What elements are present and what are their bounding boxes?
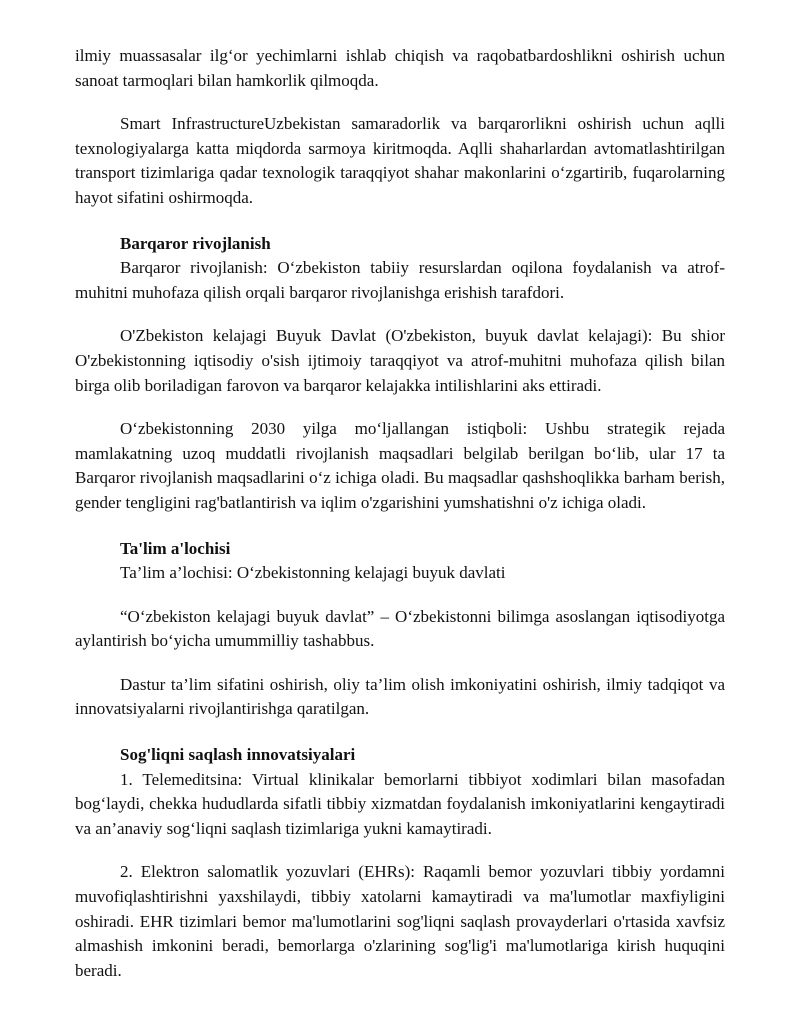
paragraph-dastur: Dastur ta’lim sifatini oshirish, oliy ta’lim olish imkoniyatini oshirish, ilmiy tadqiqot va innovatsiyalarni rivojlantirishga qaratilgan. [75, 674, 725, 719]
paragraph-telemeditsina: 1. Telemeditsina: Virtual klinikalar bemorlarni tibbiyot xodimlari bilan masofadan bog‘laydi, chekka hududlarda sifatli tibbiy xizmatdan foydalanish imkoniyatlarini kengaytiradi va an’anaviy sog‘liqni saqlash tizimlariga yukni kamaytiradi. [75, 769, 725, 838]
paragraph-barqaror-rivojlanish: Barqaror rivojlanish: O‘zbekiston tabiiy resurslardan oqilona foydalanish va atrof-muhitni muhofaza qilish orqali barqaror rivojlanishga erishish tarafdori. [75, 258, 725, 302]
paragraph-istiqbol-2030: O‘zbekistonning 2030 yilga mo‘ljallangan istiqboli: Ushbu strategik rejada mamlakatning uzoq muddatli rivojlanish maqsadlari belgilab berilgan bo‘lib, ular 17 ta Barqaror rivojlanish maqsadlarini o‘z ichiga oladi. Bu maqsadlar qashshoqlikka barham berish, gender tengligini rag'batlantirish va iqlim o'zgarishini yumshatishni o'z ichiga oladi. [75, 419, 725, 512]
paragraph-umummilliy-tashabbus: “O‘zbekiston kelajagi buyuk davlat” – O‘zbekistonni bilimga asoslangan iqtisodiyotga aylantirish bo‘yicha umummilliy tashabbus. [75, 606, 725, 651]
document-page [75, 44, 725, 983]
paragraph-elektron-salomatlik: 2. Elektron salomatlik yozuvlari (EHRs): Raqamli bemor yozuvlari tibbiy yordamni muvofiqlashtirishni yaxshilaydi, tibbiy xatolarni kamaytiradi va ma'lumotlar maxfiyligini oshiradi. EHR tizimlari bemor ma'lumotlarini sog'liqni saqlash provayderlari o'rtasida xavfsiz almashish imkonini beradi, bemorlarga o'zlarining sog'lig'i ma'lumotlariga kirish huquqini beradi. [75, 862, 725, 980]
paragraph-kelajagi-buyuk-davlat: O'Zbekiston kelajagi Buyuk Davlat (O'zbekiston, buyuk davlat kelajagi): Bu shior O'zbekistonning iqtisodiy o'sish ijtimoiy taraqqiyot va atrof-muhitni muhofaza qilish bilan birga olib boriladigan farovon va barqaror kelajakka intilishlarini aks ettiradi. [75, 326, 725, 395]
paragraph-sanoat-hamkorlik: ilmiy muassasalar ilg‘or yechimlarni ishlab chiqish va raqobatbardoshlikni oshirish uchun sanoat tarmoqlari bilan hamkorlik qilmoqda. [75, 46, 725, 90]
paragraph-talim-alochisi: Ta’lim a’lochisi: O‘zbekistonning kelajagi buyuk davlati [120, 563, 506, 583]
paragraph-smart-infrastructure: Smart InfrastructureUzbekistan samaradorlik va barqarorlikni oshirish uchun aqlli texnologiyalarga katta miqdorda sarmoya kiritmoqda. Aqlli shaharlardan avtomatlashtirilgan transport tizimlariga qadar texnologik taraqqiyot shahar makonlarini o‘zgartirib, fuqarolarning hayot sifatini oshirmoqda. [75, 114, 725, 207]
heading-sogliqni-saqlash: Sog'liqni saqlash innovatsiyalari [120, 745, 356, 765]
heading-barqaror-rivojlanish: Barqaror rivojlanish [120, 233, 271, 253]
heading-talim-alochisi: Ta'lim a'lochisi [120, 538, 231, 558]
